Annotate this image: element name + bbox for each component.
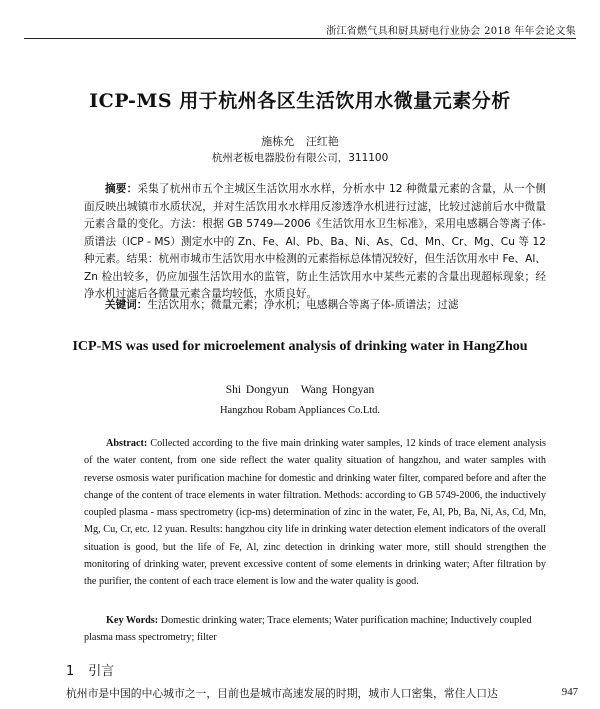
chinese-abstract bbox=[84, 181, 546, 304]
section-number: 1 bbox=[66, 664, 75, 679]
running-header: 浙江省燃气具和厨具厨电行业协会 2018 年年会论文集 bbox=[326, 26, 576, 37]
section-heading bbox=[66, 660, 114, 679]
section-title: 引言 bbox=[88, 664, 115, 679]
chinese-keywords-text: 生活饮用水；微量元素；净水机；电感耦合等离子体-质谱法；过滤 bbox=[147, 299, 459, 311]
chinese-keywords bbox=[84, 297, 546, 314]
chinese-authors: 施栋允 汪红艳 bbox=[261, 135, 339, 148]
english-abstract-label: Abstract: bbox=[106, 438, 148, 449]
chinese-abstract-label: 摘要： bbox=[105, 183, 138, 195]
chinese-affiliation: 杭州老板电器股份有限公司，311100 bbox=[211, 152, 389, 164]
english-affiliation: Hangzhou Robam Appliances Co.Ltd. bbox=[219, 405, 381, 416]
header-rule bbox=[24, 38, 576, 39]
english-keywords-text: Domestic drinking water; Trace elements; Water purification machine; Inductively coupled plasma mass spectrometry; filter bbox=[84, 615, 532, 644]
english-authors bbox=[0, 384, 600, 396]
intro-paragraph: 杭州市是中国的中心城市之一，目前也是城市高速发展的时期，城市人口密集，常住人口达 bbox=[66, 687, 498, 700]
chinese-keywords-label: 关键词： bbox=[105, 299, 148, 311]
chinese-title: ICP-MS 用于杭州各区生活饮用水微量元素分析 bbox=[89, 90, 511, 112]
chinese-abstract-text: 采集了杭州市五个主城区生活饮用水水样，分析水中 12 种微量元素的含量，从一个侧面反映出城镇市水质状况，并对生活饮用水水样用反渗透净水机进行过滤，比较过滤前后水中微量元素含量的变化。方法：根据 GB 5749—2006《生活饮用水卫生标准》，采用电感耦合等离子体-质谱法（ICP - MS）测定水中的 Zn、Fe、Al、Pb、Ba、Ni、As、Cd、Mn、Cr、Mg、Cu 等 12 种元素。结果：杭州市城市生活饮用水中检测的元素指标总体情况较好，但生活饮用水中 Fe、Al、Zn 检出较多，仍应加强生活饮用水的监管，防止生活饮用水中某些元素的含量出现超标现象；经净水机过滤后各微量元素含量均较低，水质良好。 bbox=[84, 183, 546, 300]
english-author-1: Shi Dongyun bbox=[225, 384, 289, 396]
page-number: 947 bbox=[561, 686, 578, 698]
english-keywords bbox=[84, 612, 546, 647]
english-author-2: Wang Hongyan bbox=[300, 384, 375, 396]
english-abstract bbox=[84, 435, 546, 591]
english-title: ICP-MS was used for microelement analysis of drinking water in HangZhou bbox=[72, 339, 528, 354]
english-keywords-label: Key Words: bbox=[106, 615, 159, 626]
english-abstract-text: Collected according to the five main drinking water samples, 12 kinds of trace element analysis of the water content, from one side reflect the water quality situation of hangzhou, and water samples with reverse osmosis water purification machine for domestic and drinking water filter, compared before and after the change of the content of trace elements in water filtration. Methods: according to GB 5749-2006, the inductively coupled plasma - mass spectrometry (icp-ms) determination of zinc in the water, Fe, Al, Pb, Ba, Ni, As, Cd, Mn, Mg, Cu, Cr, etc. 12 yuan. Results: hangzhou city life in drinking water detection element indicators of the overall situation is good, but the life of Fe, Al, zinc detection in drinking water more, still should strengthen the monitoring of drinking water, prevent excessive content of some elements in drinking water; After filtration by the purifier, the content of each trace element is low and the water quality is good. bbox=[84, 438, 547, 588]
